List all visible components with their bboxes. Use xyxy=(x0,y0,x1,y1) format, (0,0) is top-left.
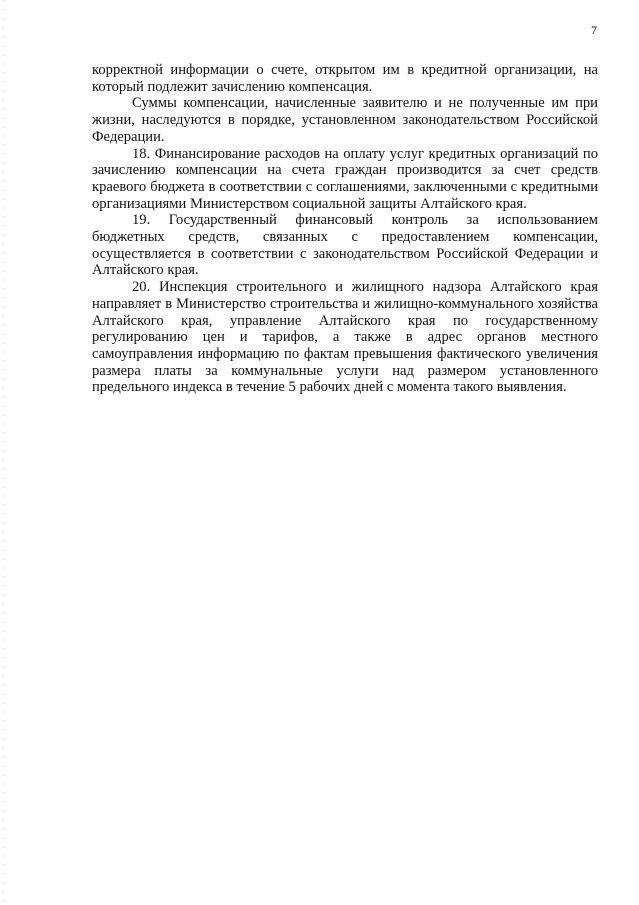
document-body xyxy=(92,62,598,396)
paragraph-19-control: 19. Государственный финансовый контроль за использованием бюджетных средств, связанных с предоставлением компенсации, осуществляется в соответствии с законодательством Российской Федерации и Алтайского края. xyxy=(92,212,598,279)
paragraph-inheritance: Суммы компенсации, начисленные заявителю и не полученные им при жизни, наследуются в порядке, установленном законодательством Российской Федерации. xyxy=(92,95,598,145)
paragraph-18-financing: 18. Финансирование расходов на оплату услуг кредитных организаций по зачислению компенсации на счета граждан производится за счет средств краевого бюджета в соответствии с соглашениями, заключенными с кредитными организациями Министерством социальной защиты Алтайского края. xyxy=(92,145,598,212)
scan-edge-marks xyxy=(2,0,5,905)
paragraph-20-inspection: 20. Инспекция строительного и жилищного надзора Алтайского края направляет в Министерство строительства и жилищно-коммунального хозяйства Алтайского края, управление Алтайского края по государственному регулированию цен и тарифов, а также в адрес органов местного самоуправления информацию по фактам превышения фактического увеличения размера платы за коммунальные услуги над размером установленного предельного индекса в течение 5 рабочих дней с момента такого выявления. xyxy=(92,279,598,396)
paragraph-continuation: корректной информации о счете, открытом им в кредитной организации, на который подлежит зачислению компенсация. xyxy=(92,62,598,95)
page-number: 7 xyxy=(591,23,597,37)
